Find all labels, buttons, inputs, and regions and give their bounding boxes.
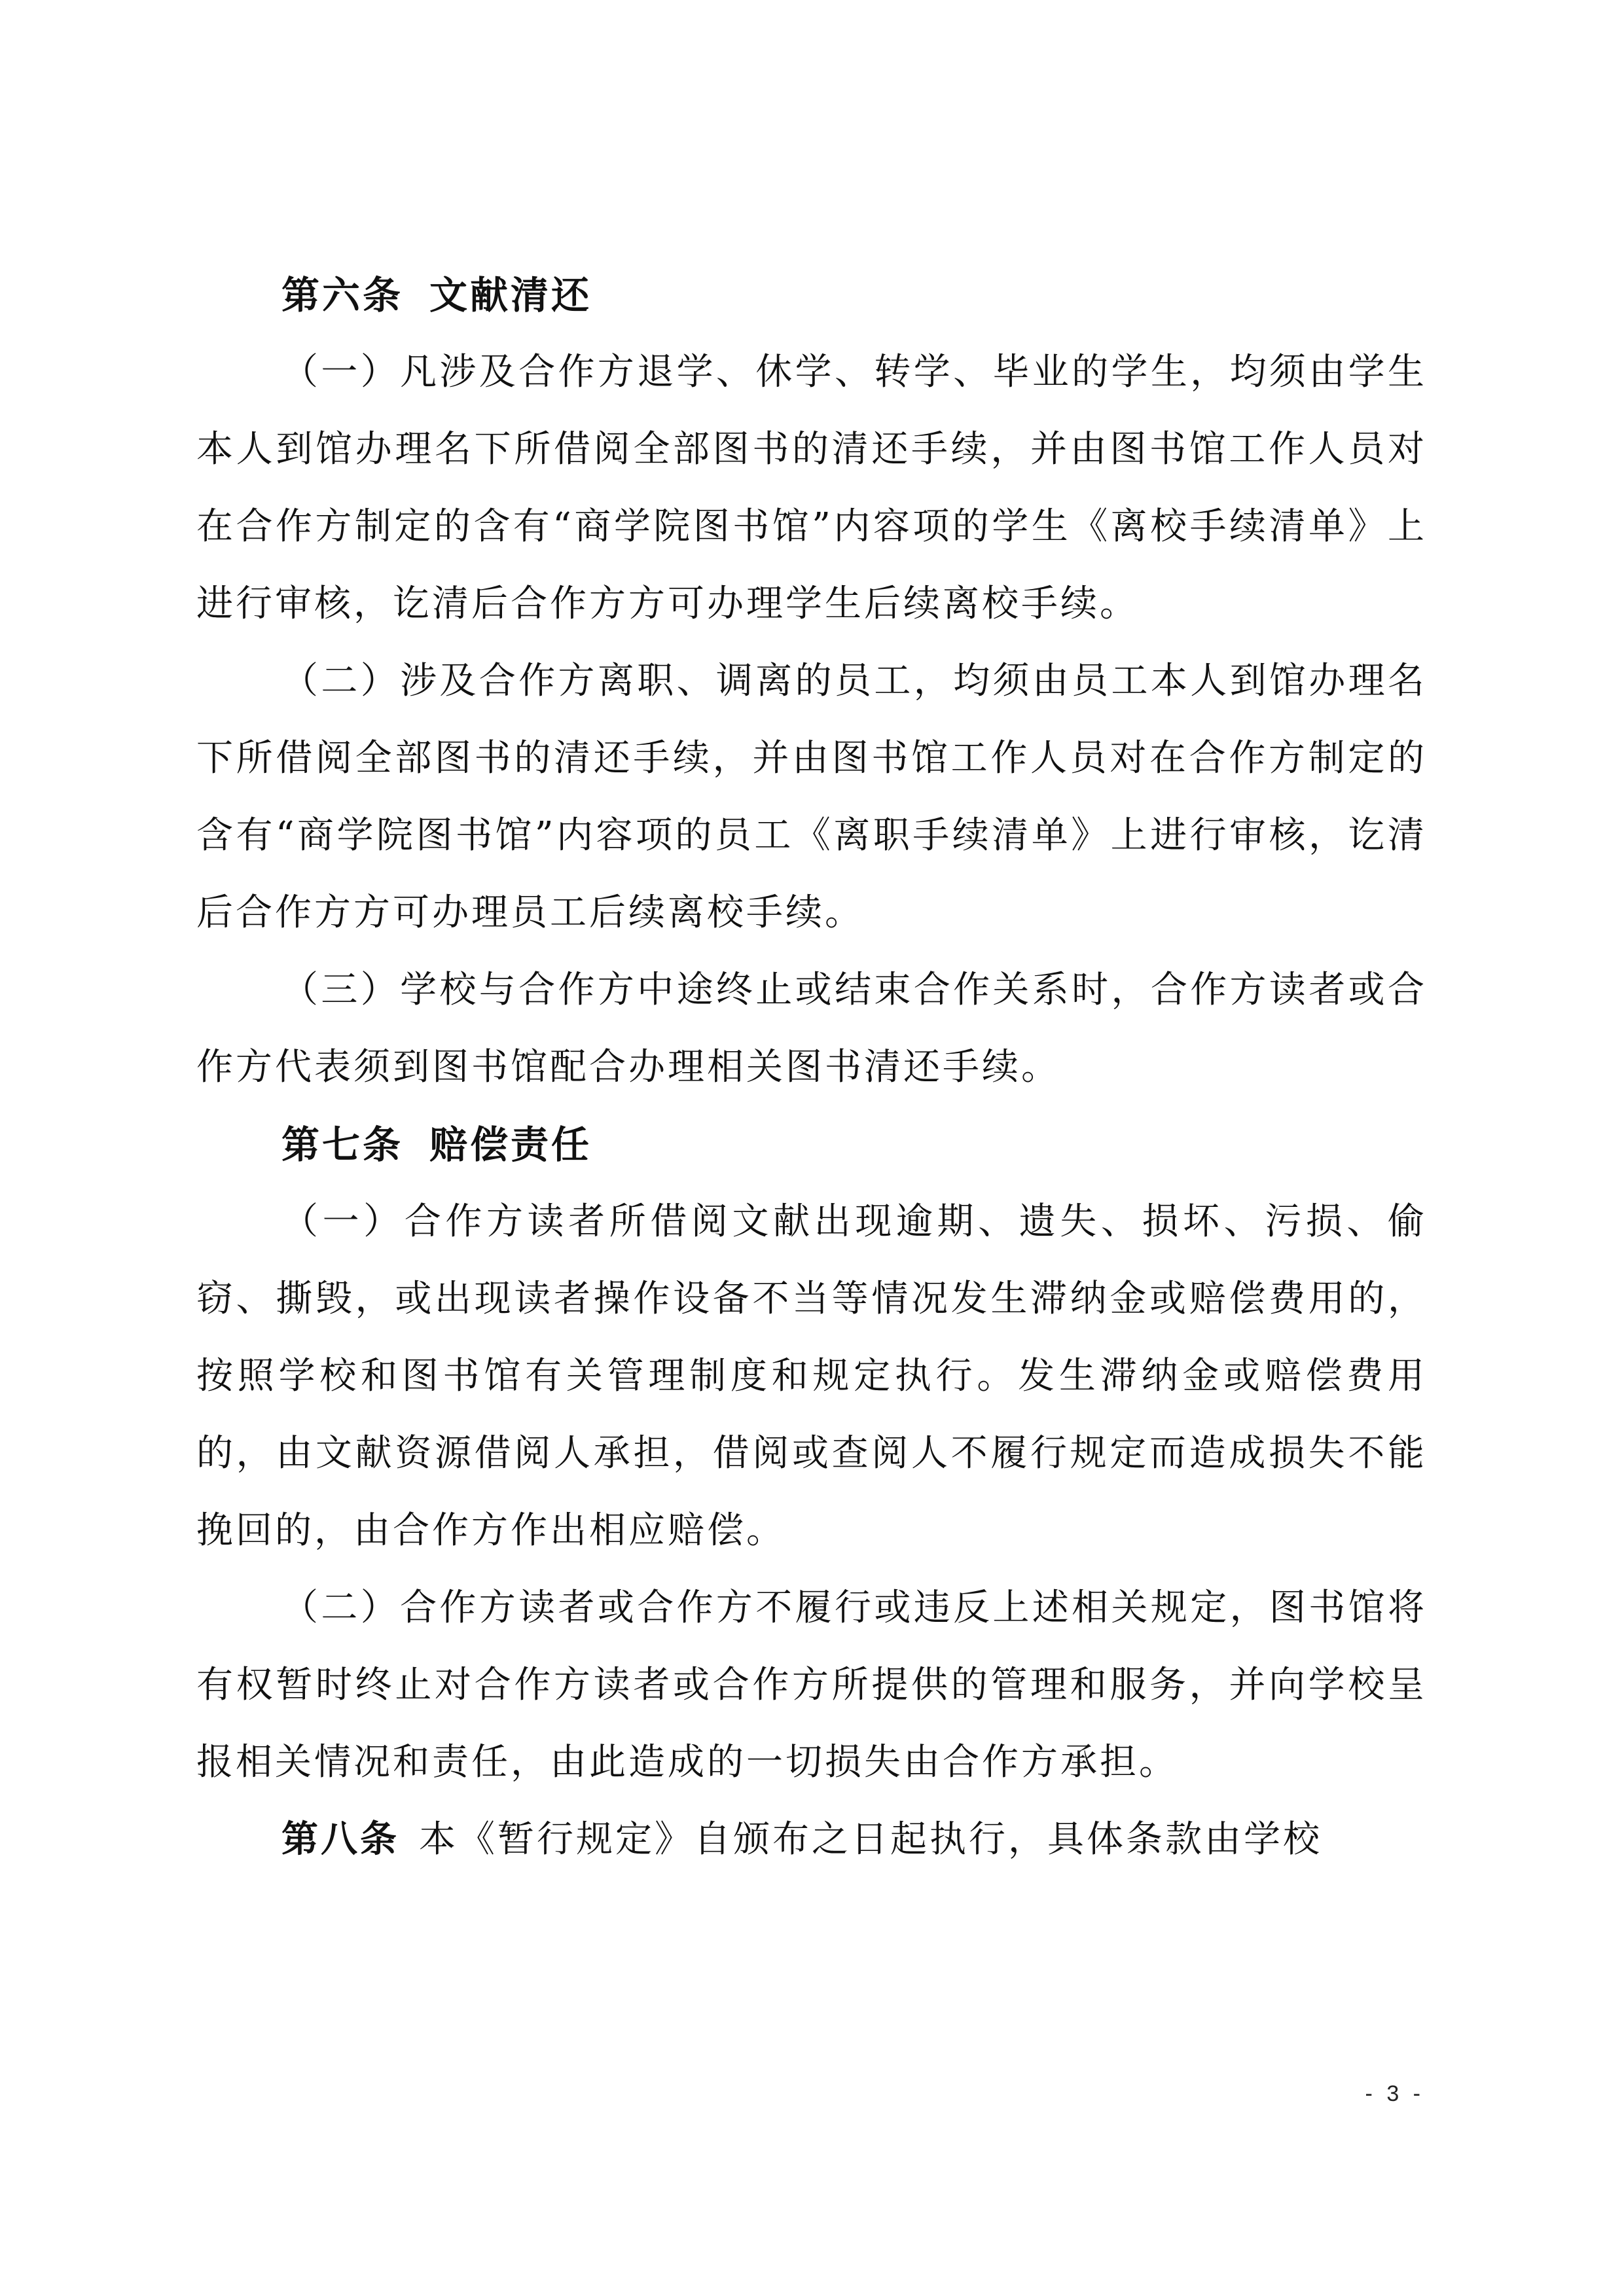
article-6-clause-3: （三）学校与合作方中途终止或结束合作关系时，合作方读者或合作方代表须到图书馆配合办理相关图书清还手续。	[196, 969, 1427, 1088]
article-7-clause-1: （一）合作方读者所借阅文献出现逾期、遗失、损坏、污损、偷窃、撕毁，或出现读者操作设备不当等情况发生滞纳金或赔偿费用的，按照学校和图书馆有关管理制度和规定执行。发生滞纳金或赔偿费用的，由文献资源借阅人承担，借阅或查阅人不履行规定而造成损失不能挽回的，由合作方作出相应赔偿。	[196, 1200, 1427, 1552]
article-6-clause-2: （二）涉及合作方离职、调离的员工，均须由员工本人到馆办理名下所借阅全部图书的清还手续，并由图书馆工作人员对在合作方制定的含有“商学院图书馆”内容项的员工《离职手续清单》上进行审核，讫清后合作方方可办理员工后续离校手续。	[196, 660, 1427, 934]
article-6-label: 第六条	[281, 273, 404, 317]
article-8-label: 第八条	[281, 1818, 399, 1861]
article-6-clause-1: （一）凡涉及合作方退学、休学、转学、毕业的学生，均须由学生本人到馆办理名下所借阅全部图书的清还手续，并由图书馆工作人员对在合作方制定的含有“商学院图书馆”内容项的学生《离校手续清单》上进行审核，讫清后合作方方可办理学生后续离校手续。	[196, 351, 1427, 625]
article-6-title: 文献清还	[429, 273, 592, 317]
document-body	[196, 257, 1427, 1878]
article-6-heading	[196, 257, 1427, 334]
article-7-title: 赔偿责任	[429, 1122, 592, 1167]
page-number: - 3 -	[1365, 2081, 1424, 2106]
article-8-text: 本《暂行规定》自颁布之日起执行，具体条款由学校	[419, 1818, 1322, 1861]
article-7-label: 第七条	[281, 1122, 404, 1167]
article-7-clause-2: （二）合作方读者或合作方不履行或违反上述相关规定，图书馆将有权暂时终止对合作方读者或合作方所提供的管理和服务，并向学校呈报相关情况和责任，由此造成的一切损失由合作方承担。	[196, 1587, 1427, 1784]
article-7-heading	[196, 1106, 1427, 1183]
article-8-paragraph	[196, 1801, 1427, 1878]
